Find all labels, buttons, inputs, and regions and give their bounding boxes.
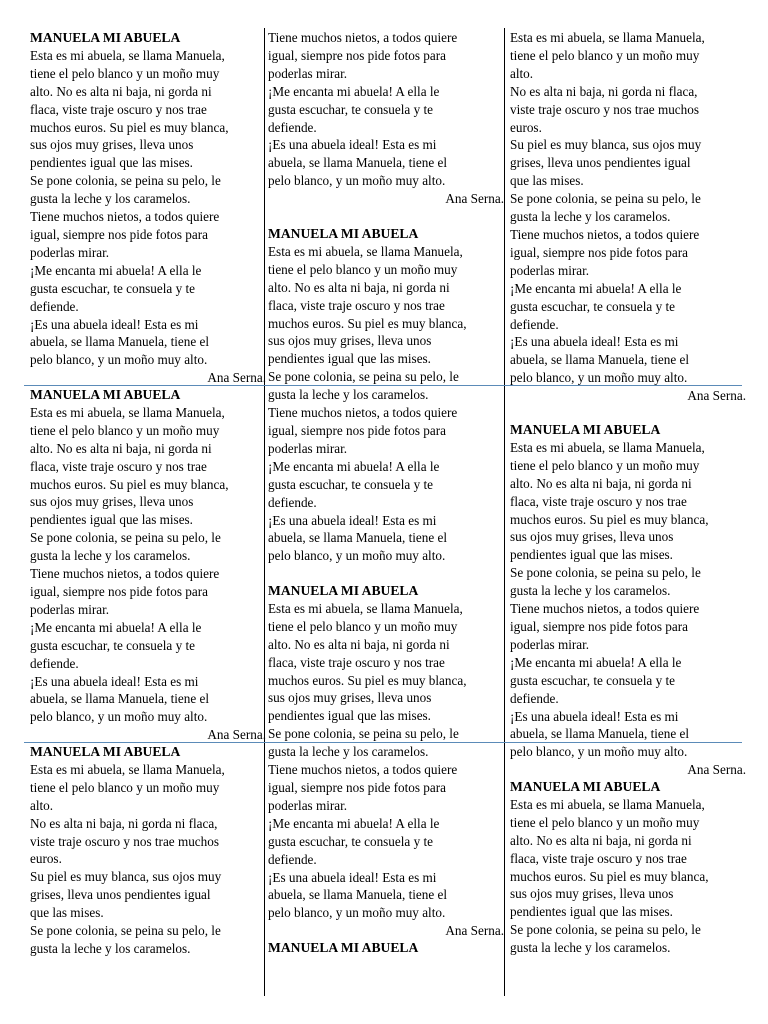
poem-line: Tiene muchos nietos, a todos quiere (268, 762, 458, 778)
poem-line: tiene el pelo blanco y un moño muy (30, 422, 220, 438)
author-signature: Ana Serna. (687, 388, 746, 404)
poem-line: sus ojos muy grises, lleva unos (510, 886, 674, 902)
poem-line: abuela, se llama Manuela, tiene el (268, 155, 448, 171)
poem-line: que las mises. (30, 905, 104, 921)
poem-line: gusta escuchar, te consuela y te (30, 637, 195, 653)
poem-line: Se pone colonia, se peina su pelo, le (268, 369, 459, 385)
poem-line: sus ojos muy grises, lleva unos (30, 137, 194, 153)
poem-line: Esta es mi abuela, se llama Manuela, (510, 30, 705, 45)
poem-line: que las mises. (510, 173, 584, 189)
poem-line: Se pone colonia, se peina su pelo, le (510, 191, 701, 207)
poem-line: pendientes igual que las mises. (30, 155, 193, 171)
poem-line: euros. (510, 119, 542, 135)
poem-line: Esta es mi abuela, se llama Manuela, (268, 243, 463, 259)
poem-line: pendientes igual que las mises. (510, 904, 673, 920)
poem-line: gusta la leche y los caramelos. (30, 940, 191, 956)
poem-line: Su piel es muy blanca, sus ojos muy (30, 869, 222, 885)
poem-line: tiene el pelo blanco y un moño muy (268, 261, 458, 277)
poem-line: sus ojos muy grises, lleva unos (268, 333, 432, 349)
text-block (30, 386, 266, 744)
poem-line: Esta es mi abuela, se llama Manuela, (510, 796, 705, 812)
text-block (510, 778, 746, 957)
poem-line: ¡Es una abuela ideal! Esta es mi (30, 673, 199, 689)
poem-line: muchos euros. Su piel es muy blanca, (30, 119, 229, 135)
text-block (510, 29, 746, 405)
poem-line: Tiene muchos nietos, a todos quiere (510, 601, 700, 617)
poem-line: ¡Me encanta mi abuela! A ella le (268, 83, 440, 99)
text-block (268, 939, 504, 957)
poem-line: defiende. (268, 851, 317, 867)
text-block (268, 582, 504, 940)
poem-line: igual, siempre nos pide fotos para (30, 583, 208, 599)
poem-title: MANUELA MI ABUELA (268, 226, 419, 241)
poem-line: No es alta ni baja, ni gorda ni flaca, (510, 83, 698, 99)
poem-line: gusta escuchar, te consuela y te (510, 672, 675, 688)
poem-line: muchos euros. Su piel es muy blanca, (268, 672, 467, 688)
poem-line: abuela, se llama Manuela, tiene el (510, 726, 690, 742)
poem-line: grises, lleva unos pendientes igual (30, 887, 211, 903)
poem-line: pelo blanco, y un moño muy alto. (510, 370, 688, 386)
poem-line: flaca, viste traje oscuro y nos trae (30, 101, 207, 117)
poem-line: gusta la leche y los caramelos. (268, 744, 429, 760)
poem-line: pendientes igual que las mises. (268, 708, 431, 724)
poem-line: Se pone colonia, se peina su pelo, le (510, 922, 701, 938)
poem-line: Se pone colonia, se peina su pelo, le (30, 173, 221, 189)
poem-line: abuela, se llama Manuela, tiene el (30, 691, 210, 707)
poem-line: alto. (510, 65, 534, 81)
poem-line: abuela, se llama Manuela, tiene el (268, 887, 448, 903)
poem-line: gusta la leche y los caramelos. (30, 548, 191, 564)
poem-line: abuela, se llama Manuela, tiene el (268, 530, 448, 546)
poem-line: pelo blanco, y un moño muy alto. (268, 905, 446, 921)
poem-line: sus ojos muy grises, lleva unos (268, 690, 432, 706)
poem-line: viste traje oscuro y nos trae muchos (30, 833, 219, 849)
text-block (268, 225, 504, 565)
poem-line: abuela, se llama Manuela, tiene el (30, 334, 210, 350)
poem-line: defiende. (268, 119, 317, 135)
poem-line: flaca, viste traje oscuro y nos trae (268, 297, 445, 313)
poem-line: gusta la leche y los caramelos. (510, 209, 671, 225)
author-signature: Ana Serna. (687, 762, 746, 778)
poem-line: poderlas mirar. (268, 440, 348, 456)
poem-line: ¡Es una abuela ideal! Esta es mi (268, 137, 437, 153)
poem-line: grises, lleva unos pendientes igual (510, 155, 691, 171)
poem-line: defiende. (268, 494, 317, 510)
poem-title: MANUELA MI ABUELA (268, 940, 419, 955)
text-block (510, 421, 746, 779)
poem-line: ¡Es una abuela ideal! Esta es mi (30, 316, 199, 332)
poem-line: gusta escuchar, te consuela y te (510, 298, 675, 314)
poem-line: pelo blanco, y un moño muy alto. (510, 744, 688, 760)
poem-line: alto. No es alta ni baja, ni gorda ni (268, 636, 450, 652)
poem-line: Tiene muchos nietos, a todos quiere (30, 209, 220, 225)
poem-line: pendientes igual que las mises. (510, 547, 673, 563)
poem-line: Esta es mi abuela, se llama Manuela, (30, 47, 225, 63)
poem-line: gusta la leche y los caramelos. (30, 191, 191, 207)
poem-line: poderlas mirar. (30, 601, 110, 617)
poem-line: flaca, viste traje oscuro y nos trae (510, 493, 687, 509)
poem-line: pendientes igual que las mises. (30, 512, 193, 528)
poem-line: poderlas mirar. (268, 797, 348, 813)
poem-line: gusta escuchar, te consuela y te (268, 833, 433, 849)
poem-line: Esta es mi abuela, se llama Manuela, (510, 439, 705, 455)
poem-line: igual, siempre nos pide fotos para (268, 422, 446, 438)
poem-line: ¡Es una abuela ideal! Esta es mi (268, 869, 437, 885)
poem-line: flaca, viste traje oscuro y nos trae (510, 850, 687, 866)
poem-line: ¡Me encanta mi abuela! A ella le (510, 280, 682, 296)
poem-line: poderlas mirar. (30, 244, 110, 260)
poem-line: ¡Me encanta mi abuela! A ella le (268, 815, 440, 831)
poem-line: defiende. (30, 655, 79, 671)
text-block (30, 743, 266, 958)
poem-line: alto. (30, 797, 54, 813)
author-signature: Ana Serna. (207, 727, 266, 743)
poem-line: igual, siempre nos pide fotos para (268, 779, 446, 795)
poem-line: tiene el pelo blanco y un moño muy (510, 47, 700, 63)
column-divider (504, 28, 505, 996)
poem-line: poderlas mirar. (510, 262, 590, 278)
poem-line: defiende. (30, 298, 79, 314)
poem-line: Se pone colonia, se peina su pelo, le (30, 530, 221, 546)
poem-line: Esta es mi abuela, se llama Manuela, (268, 600, 463, 616)
poem-line: Tiene muchos nietos, a todos quiere (268, 30, 458, 45)
poem-line: muchos euros. Su piel es muy blanca, (510, 511, 709, 527)
poem-line: Se pone colonia, se peina su pelo, le (510, 565, 701, 581)
poem-line: ¡Es una abuela ideal! Esta es mi (510, 708, 679, 724)
poem-line: ¡Me encanta mi abuela! A ella le (510, 654, 682, 670)
poem-line: tiene el pelo blanco y un moño muy (30, 779, 220, 795)
poem-line: defiende. (510, 690, 559, 706)
poem-line: pelo blanco, y un moño muy alto. (30, 709, 208, 725)
poem-line: Tiene muchos nietos, a todos quiere (30, 566, 220, 582)
poem-line: abuela, se llama Manuela, tiene el (510, 352, 690, 368)
poem-line: Se pone colonia, se peina su pelo, le (30, 923, 221, 939)
poem-line: muchos euros. Su piel es muy blanca, (268, 315, 467, 331)
poem-line: muchos euros. Su piel es muy blanca, (30, 476, 229, 492)
poem-line: ¡Me encanta mi abuela! A ella le (30, 619, 202, 635)
poem-line: pendientes igual que las mises. (268, 351, 431, 367)
poem-line: igual, siempre nos pide fotos para (268, 47, 446, 63)
poem-line: sus ojos muy grises, lleva unos (30, 494, 194, 510)
poem-line: flaca, viste traje oscuro y nos trae (268, 654, 445, 670)
poem-line: tiene el pelo blanco y un moño muy (30, 65, 220, 81)
poem-title: MANUELA MI ABUELA (510, 422, 661, 437)
poem-line: Tiene muchos nietos, a todos quiere (268, 405, 458, 421)
poem-title: MANUELA MI ABUELA (268, 583, 419, 598)
poem-line: Se pone colonia, se peina su pelo, le (268, 726, 459, 742)
poem-line: viste traje oscuro y nos trae muchos (510, 101, 699, 117)
poem-title: MANUELA MI ABUELA (30, 744, 181, 759)
poem-line: poderlas mirar. (510, 636, 590, 652)
poem-line: flaca, viste traje oscuro y nos trae (30, 458, 207, 474)
poem-line: muchos euros. Su piel es muy blanca, (510, 868, 709, 884)
poem-line: tiene el pelo blanco y un moño muy (510, 457, 700, 473)
poem-line: pelo blanco, y un moño muy alto. (268, 548, 446, 564)
poem-line: defiende. (510, 316, 559, 332)
poem-line: igual, siempre nos pide fotos para (510, 618, 688, 634)
poem-line: gusta escuchar, te consuela y te (30, 280, 195, 296)
poem-title: MANUELA MI ABUELA (510, 779, 661, 794)
poem-line: alto. No es alta ni baja, ni gorda ni (268, 279, 450, 295)
poem-line: Su piel es muy blanca, sus ojos muy (510, 137, 702, 153)
poem-line: ¡Es una abuela ideal! Esta es mi (268, 512, 437, 528)
poem-line: pelo blanco, y un moño muy alto. (268, 173, 446, 189)
author-signature: Ana Serna. (445, 923, 504, 939)
poem-line: Tiene muchos nietos, a todos quiere (510, 226, 700, 242)
poem-line: tiene el pelo blanco y un moño muy (510, 814, 700, 830)
poem-line: No es alta ni baja, ni gorda ni flaca, (30, 815, 218, 831)
poem-line: ¡Es una abuela ideal! Esta es mi (510, 334, 679, 350)
poem-line: Esta es mi abuela, se llama Manuela, (30, 404, 225, 420)
poem-line: gusta la leche y los caramelos. (510, 940, 671, 956)
author-signature: Ana Serna. (207, 370, 266, 386)
poem-line: pelo blanco, y un moño muy alto. (30, 352, 208, 368)
poem-line: ¡Me encanta mi abuela! A ella le (30, 262, 202, 278)
poem-line: gusta la leche y los caramelos. (510, 583, 671, 599)
poem-line: alto. No es alta ni baja, ni gorda ni (30, 440, 212, 456)
text-block (268, 29, 504, 208)
poem-line: ¡Me encanta mi abuela! A ella le (268, 458, 440, 474)
poem-title: MANUELA MI ABUELA (30, 387, 181, 402)
author-signature: Ana Serna. (445, 191, 504, 207)
text-block (30, 29, 266, 387)
poem-line: alto. No es alta ni baja, ni gorda ni (510, 475, 692, 491)
poem-line: sus ojos muy grises, lleva unos (510, 529, 674, 545)
poem-line: alto. No es alta ni baja, ni gorda ni (510, 832, 692, 848)
poem-line: Esta es mi abuela, se llama Manuela, (30, 761, 225, 777)
poem-line: poderlas mirar. (268, 65, 348, 81)
poem-line: igual, siempre nos pide fotos para (510, 244, 688, 260)
poem-line: euros. (30, 851, 62, 867)
poem-title: MANUELA MI ABUELA (30, 30, 181, 45)
poem-line: tiene el pelo blanco y un moño muy (268, 618, 458, 634)
poem-line: igual, siempre nos pide fotos para (30, 226, 208, 242)
poem-line: gusta escuchar, te consuela y te (268, 101, 433, 117)
poem-line: alto. No es alta ni baja, ni gorda ni (30, 83, 212, 99)
poem-line: gusta la leche y los caramelos. (268, 387, 429, 403)
poem-line: gusta escuchar, te consuela y te (268, 476, 433, 492)
